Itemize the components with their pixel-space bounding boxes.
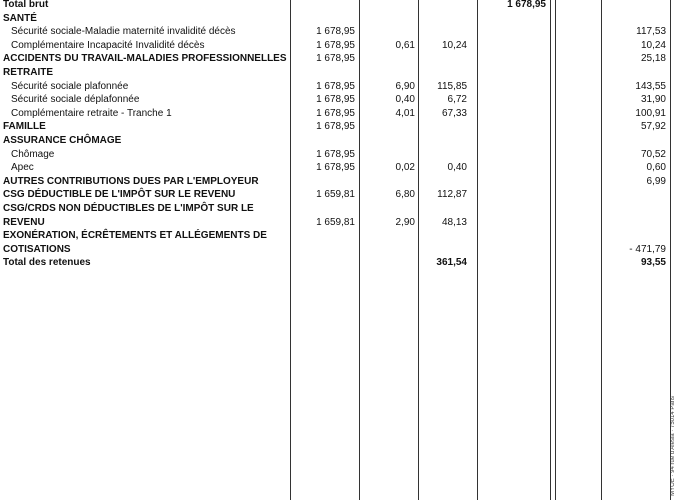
row-label: EXONÉRATION, ÉCRÊTEMENTS ET ALLÉGEMENTS DE — [3, 230, 267, 242]
base-cell: 1 678,95 — [316, 121, 355, 133]
row-label: Sécurité sociale-Maladie maternité invalidité décès — [11, 26, 236, 38]
row-label: CSG/CRDS NON DÉDUCTIBLES DE L'IMPÔT SUR LE — [3, 203, 254, 214]
table-row — [0, 216, 678, 230]
rate-cell: 6,90 — [395, 80, 415, 92]
row-label: AUTRES CONTRIBUTIONS DUES PAR L'EMPLOYEUR — [3, 175, 259, 187]
table-row — [0, 0, 678, 12]
employee-amount-cell: 6,72 — [447, 94, 467, 106]
row-label: Complémentaire retraite - Tranche 1 — [11, 107, 172, 119]
table-row — [0, 39, 678, 53]
table-row — [0, 256, 678, 270]
table-row — [0, 175, 678, 189]
row-label: REVENU — [3, 216, 45, 228]
table-row — [0, 120, 678, 134]
employer-amount-cell: 143,55 — [635, 80, 666, 92]
employer-amount-cell: 0,60 — [646, 162, 666, 174]
employee-amount-cell: 361,54 — [436, 257, 467, 269]
table-row — [0, 243, 678, 257]
base-cell: 1 678,95 — [316, 94, 355, 106]
rate-cell: 2,90 — [395, 216, 415, 228]
base-cell: 1 678,95 — [316, 107, 355, 119]
row-label: ASSURANCE CHÔMAGE — [3, 135, 122, 146]
row-label: Chômage — [11, 148, 55, 160]
row-label: Total des retenues — [3, 257, 91, 269]
employee-amount-cell: 67,33 — [441, 107, 467, 119]
employer-amount-cell: 57,92 — [640, 121, 666, 133]
employee-amount-cell: 48,13 — [441, 216, 467, 228]
row-label: SANTÉ — [3, 12, 37, 24]
table-row — [0, 134, 678, 148]
row-label: CSG DÉDUCTIBLE DE L'IMPÔT SUR LE REVENU — [3, 189, 236, 201]
base-cell: 1 659,81 — [316, 216, 355, 228]
employer-amount-cell: 25,18 — [640, 53, 666, 65]
table-row — [0, 12, 678, 26]
table-row — [0, 161, 678, 175]
rate-cell: 0,61 — [395, 39, 415, 51]
rate-cell: 6,80 — [395, 189, 415, 201]
base-cell: 1 659,81 — [316, 189, 355, 201]
employee-amount-cell: 0,40 — [447, 162, 467, 174]
employer-amount-cell: - 471,79 — [629, 243, 666, 255]
table-row — [0, 107, 678, 121]
base-cell: 1 678,95 — [316, 39, 355, 51]
row-label: FAMILLE — [3, 121, 46, 133]
row-label: RETRAITE — [3, 67, 53, 78]
row-label: Apec — [11, 162, 34, 174]
table-row — [0, 93, 678, 107]
row-label: Sécurité sociale déplafonnée — [11, 94, 140, 106]
employee-amount-cell: 10,24 — [441, 39, 467, 51]
table-row — [0, 52, 678, 66]
employee-amount-cell: 115,85 — [437, 80, 467, 92]
row-label: Complémentaire Incapacité Invalidité décès — [11, 39, 205, 51]
table-row — [0, 188, 678, 202]
employer-amount-cell: 100,91 — [635, 107, 666, 119]
employer-amount-cell: 31,90 — [640, 94, 666, 106]
employer-amount-cell: 10,24 — [640, 39, 666, 51]
employer-amount-cell: 117,53 — [636, 26, 666, 38]
employee-amount-cell: 112,87 — [437, 189, 467, 201]
base-cell: 1 678,95 — [316, 26, 355, 38]
base-cell: 1 678,95 — [316, 148, 355, 160]
table-row — [0, 229, 678, 243]
rate-cell: 0,40 — [395, 94, 415, 106]
row-label: Total brut — [3, 0, 49, 10]
gain-cell: 1 678,95 — [507, 0, 546, 10]
row-label: Sécurité sociale plafonnée — [11, 80, 129, 92]
row-label: COTISATIONS — [3, 243, 71, 255]
printer-side-note: MYOE · 94 rue d'Alésia · 75014 Paris — [670, 396, 676, 496]
rate-cell: 4,01 — [395, 107, 415, 119]
table-row — [0, 202, 678, 216]
row-label: ACCIDENTS DU TRAVAIL-MALADIES PROFESSIONNELLES — [3, 53, 287, 65]
base-cell: 1 678,95 — [316, 162, 355, 174]
rate-cell: 0,02 — [395, 162, 415, 174]
table-row — [0, 66, 678, 80]
table-row — [0, 148, 678, 162]
table-row — [0, 80, 678, 94]
employer-amount-cell: 70,52 — [640, 148, 666, 160]
table-row — [0, 25, 678, 39]
employer-amount-cell: 93,55 — [640, 257, 666, 269]
base-cell: 1 678,95 — [316, 80, 355, 92]
employer-amount-cell: 6,99 — [646, 175, 666, 187]
base-cell: 1 678,95 — [316, 53, 355, 65]
